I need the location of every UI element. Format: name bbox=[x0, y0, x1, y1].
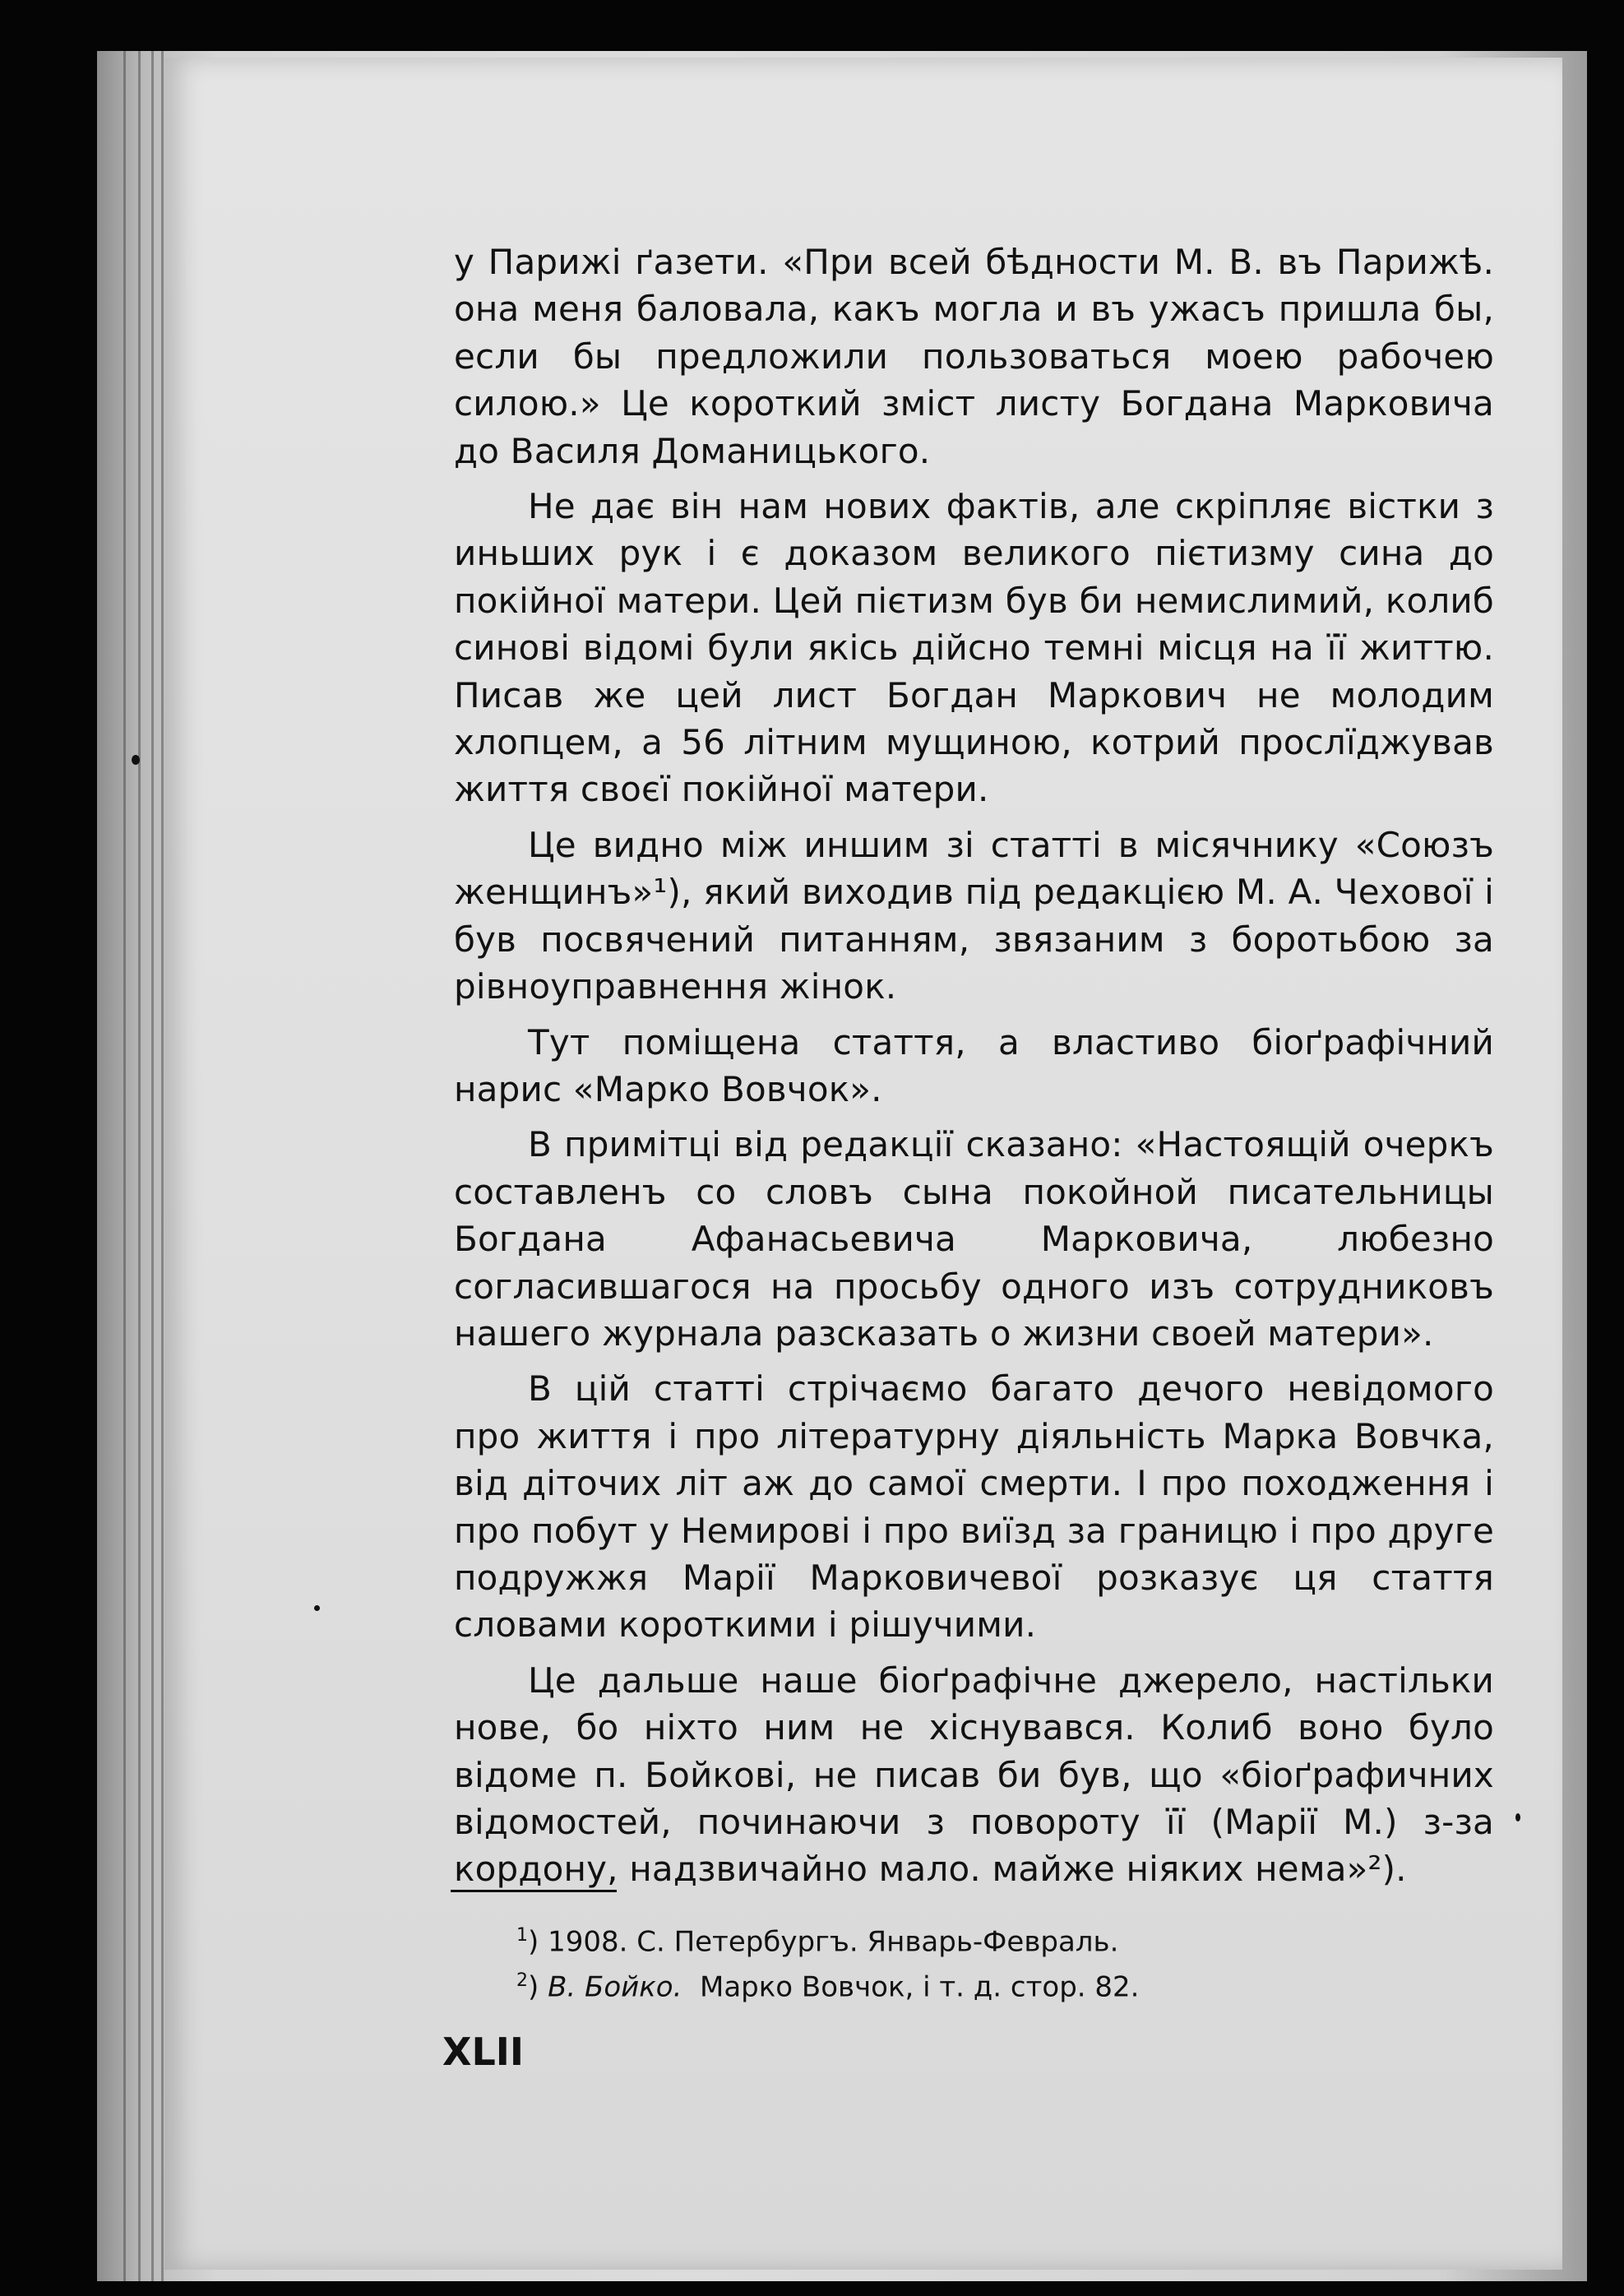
footnote: $^2$) В. Бойко. Марко Вовчок, і т. д. стор. 82. bbox=[516, 1970, 1140, 2004]
scan-speck bbox=[132, 755, 140, 765]
paragraph: у Парижі ґазети. «При всей бѣдности М. В. въ Парижѣ. она меня баловала, какъ могла и въ ужасъ пришла бы, если бы предложили пользоваться моею рабочею силою.» Це короткий зміст листу Богдана Марковича до Василя Доманицького. bbox=[454, 242, 1494, 471]
page-stack-line bbox=[123, 51, 126, 2281]
footnote-mark: 1 bbox=[516, 1925, 528, 1946]
page-number: XLII bbox=[442, 2030, 525, 2074]
paragraph: Тут поміщена стаття, а властиво біоґрафічний нарис «Марко Вовчок». bbox=[454, 1021, 1494, 1109]
scan-speck bbox=[314, 1605, 320, 1611]
footnote: $^1$) 1908. С. Петербургъ. Январь-Февраль. bbox=[516, 1925, 1119, 1959]
paragraph: Це дальше наше біоґрафічне джерело, настільки нове, бо ніхто ним не хіснувався. Колиб воно було відоме п. Бойкові, не писав би був, що «біоґрафичних відомостей, починаючи з повороту її (Марії М.) з-за кордону, надзвичайно мало. майже ніяких нема»²). bbox=[454, 1660, 1494, 1890]
footnote-text: 1908. С. Петербургъ. Январь-Февраль. bbox=[548, 1925, 1119, 1959]
footnotes bbox=[516, 1916, 1503, 2007]
paragraph: В примітці від редакції сказано: «Настоящій очеркъ составленъ со словъ сына покойной писательницы Богдана Афанасьевича Марковича, любезно согласившагося на просьбу одного изъ сотрудниковъ нашего журнала разсказать о жизни своей матери». bbox=[454, 1124, 1494, 1354]
page-stack-line bbox=[138, 51, 141, 2281]
footnote-author: В. Бойко. bbox=[548, 1970, 682, 2004]
footnote-text: Марко Вовчок, і т. д. стор. 82. bbox=[700, 1970, 1140, 2004]
footnote-mark: 2 bbox=[516, 1970, 528, 1992]
paragraph: Не дає він нам нових фактів, але скріпляє вістки з иньших рук і є доказом великого пієтизму сина до покійної матери. Цей пієтизм був би немислимий, колиб синові відомі були якісь дійсно темні місця на її життю. Писав же цей лист Богдан Маркович не молодим хлопцем, а 56 літним мущиною, котрий прослїджував життя своєї покійної матери. bbox=[454, 486, 1494, 810]
footnote-divider bbox=[451, 1890, 617, 1892]
paragraph: Це видно між иншим зі статті в місячнику «Союзъ женщинъ»¹), який виходив під редакцією М. А. Чехової і був посвячений питанням, звязаним з боротьбою за рівноуправнення жінок. bbox=[454, 824, 1494, 1007]
paragraph: В цій статті стрічаємо багато дечого невідомого про життя і про літературну діяльність Марка Вовчка, від діточих літ аж до самої смерти. І про походження і про побут у Немирові і про виїзд за границю і про друге подружжя Марії Марковичевої розказує ця стаття словами короткими і рішучими. bbox=[454, 1368, 1494, 1646]
page-stack-line bbox=[161, 51, 164, 2281]
body-text bbox=[454, 238, 1494, 1901]
scan-speck bbox=[1515, 1813, 1520, 1822]
page-stack-line bbox=[151, 51, 154, 2281]
